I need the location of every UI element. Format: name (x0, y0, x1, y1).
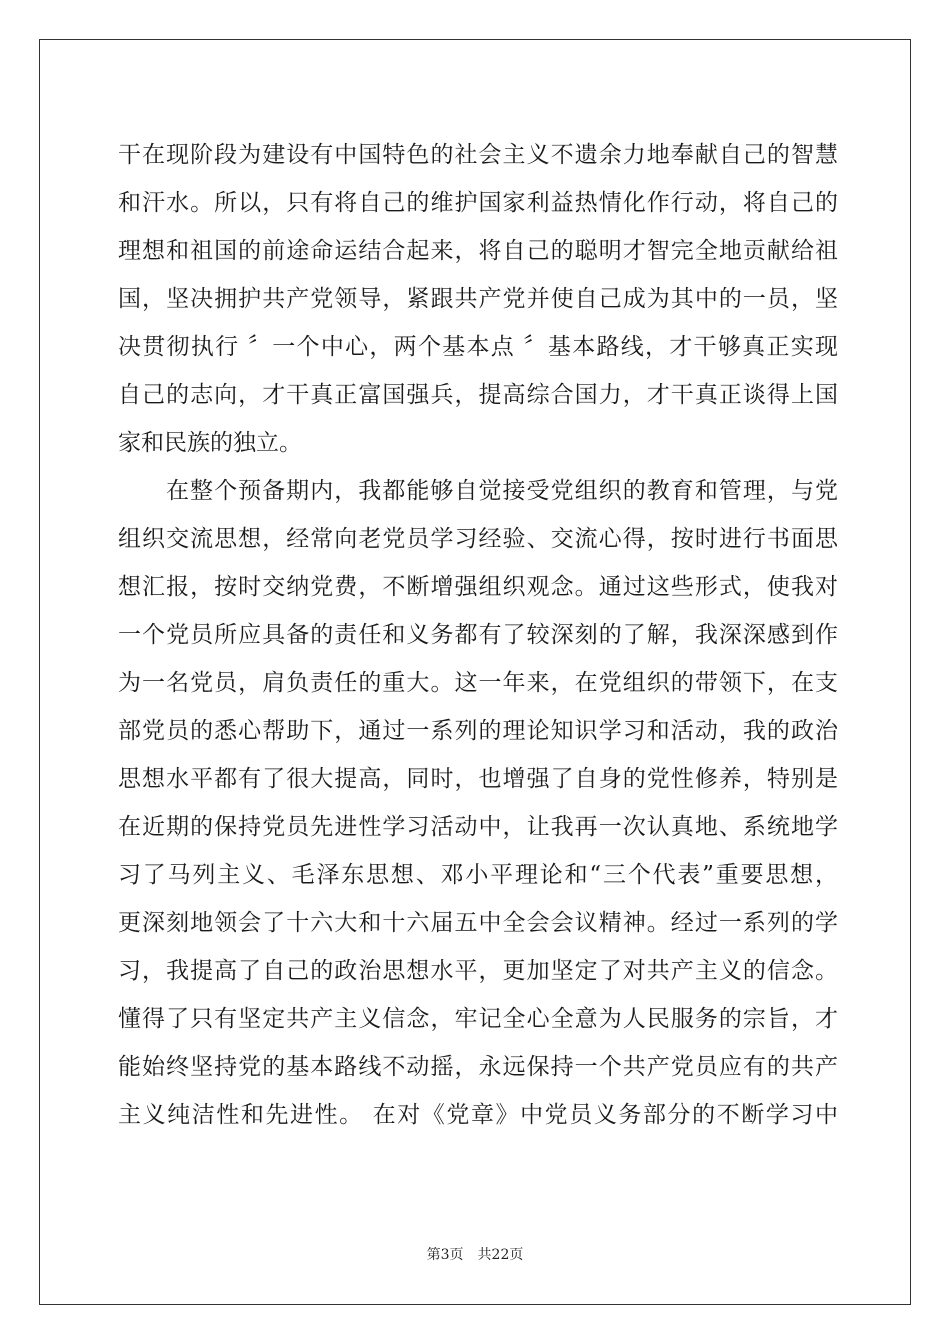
text-line: 部党员的悉心帮助下，通过一系列的理论知识学习和活动，我的政治 (118, 718, 838, 744)
document-body (118, 131, 838, 1139)
text-line: 思想水平都有了很大提高，同时，也增强了自身的党性修养，特别是 (118, 766, 838, 792)
text-line: 想汇报，按时交纳党费，不断增强组织观念。通过这些形式，使我对 (118, 574, 838, 600)
text-line: 组织交流思想，经常向老党员学习经验、交流心得，按时进行书面思 (118, 526, 838, 552)
text-line: 习了马列主义、毛泽东思想、邓小平理论和“三个代表”重要思想， (118, 862, 838, 888)
text-line: 在近期的保持党员先进性学习活动中，让我再一次认真地、系统地学 (118, 814, 838, 840)
text-line: 干在现阶段为建设有中国特色的社会主义不遗余力地奉献自己的智慧 (118, 142, 838, 168)
text-line: 一个党员所应具备的责任和义务都有了较深刻的了解，我深深感到作 (118, 622, 838, 648)
paragraph-start-line: 在整个预备期内，我都能够自觉接受党组织的教育和管理，与党 (166, 478, 838, 504)
text-line: 为一名党员，肩负责任的重大。这一年来，在党组织的带领下，在支 (118, 670, 838, 696)
text-line: 更深刻地领会了十六大和十六届五中全会会议精神。经过一系列的学 (118, 910, 838, 936)
page-number-footer: 第3页 共22页 (426, 1247, 524, 1263)
text-line: 懂得了只有坚定共产主义信念，牢记全心全意为人民服务的宗旨，才 (118, 1006, 838, 1032)
text-line: 理想和祖国的前途命运结合起来，将自己的聪明才智完全地贡献给祖 (118, 238, 838, 264)
text-line: 能始终坚持党的基本路线不动摇，永远保持一个共产党员应有的共产 (118, 1054, 838, 1080)
text-line: 主义纯洁性和先进性。 在对《党章》中党员义务部分的不断学习中 (118, 1102, 838, 1128)
text-line: 家和民族的独立。 (118, 430, 302, 456)
text-line: 决贯彻执行 〞一个中心，两个基本点 〞基本路线，才干够真正实现 (118, 334, 838, 360)
text-line: 国，坚决拥护共产党领导，紧跟共产党并使自己成为其中的一员，坚 (118, 286, 838, 312)
text-line: 和汗水。所以，只有将自己的维护国家利益热情化作行动，将自己的 (118, 190, 838, 216)
text-line: 自己的志向，才干真正富国强兵，提高综合国力，才干真正谈得上国 (118, 382, 838, 408)
text-line: 习，我提高了自己的政治思想水平，更加坚定了对共产主义的信念。 (118, 958, 838, 984)
